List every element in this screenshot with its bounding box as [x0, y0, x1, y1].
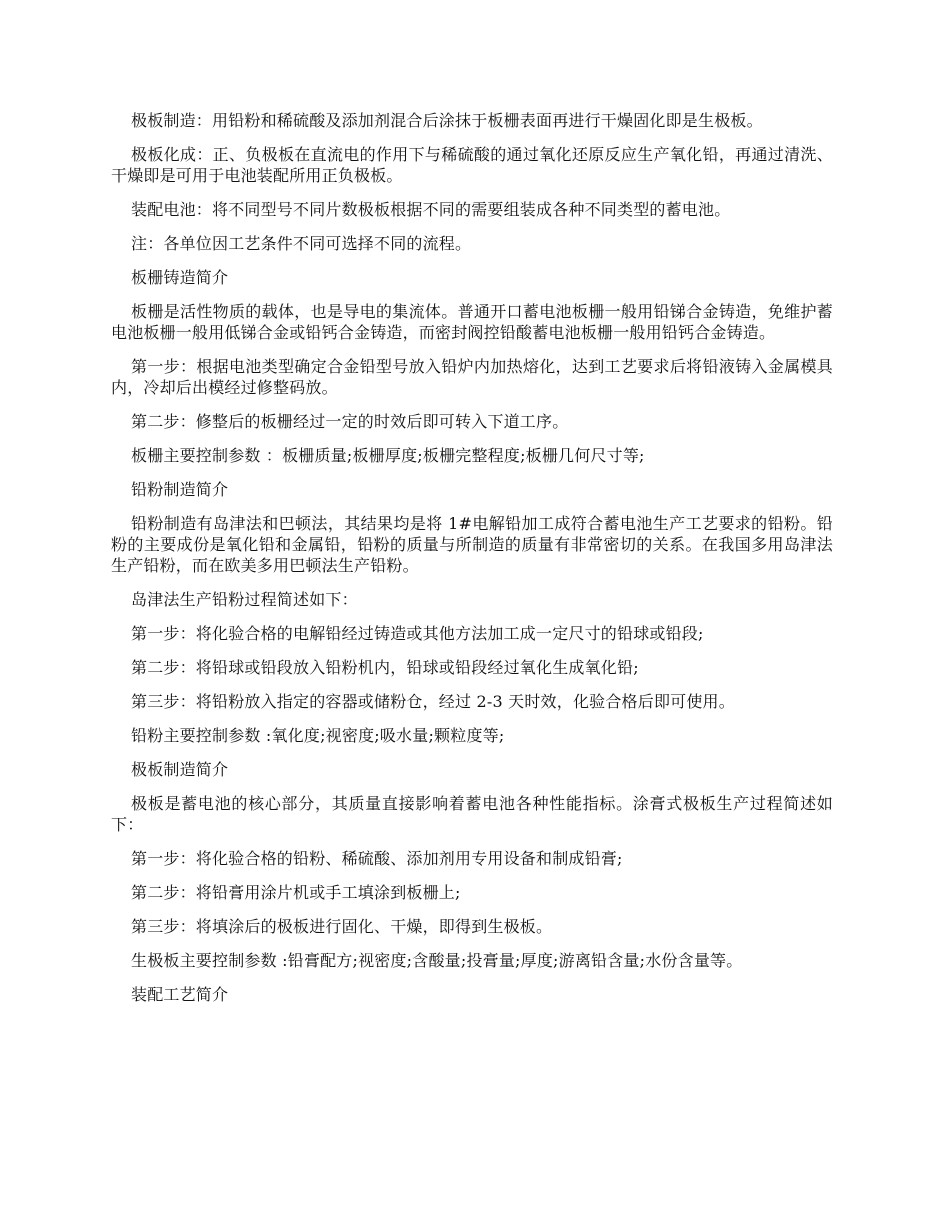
paragraph-grid-step-1: 第一步：根据电池类型确定合金铅型号放入铅炉内加热熔化，达到工艺要求后将铅液铸入金属模具内，冷却后出模经过修整码放。 — [111, 357, 833, 397]
paragraph-shimadzu-process: 岛津法生产铅粉过程简述如下： — [131, 590, 358, 609]
paragraph-grid-step-2: 第二步：修整后的板栅经过一定的时效后即可转入下道工序。 — [131, 412, 569, 431]
paragraph-plate-manufacturing: 极板制造：用铅粉和稀硫酸及添加剂混合后涂抹于板栅表面再进行干燥固化即是生极板。 — [131, 111, 763, 130]
paragraph-battery-assembly: 装配电池：将不同型号不同片数极板根据不同的需要组装成各种不同类型的蓄电池。 — [131, 200, 731, 219]
section-heading-assembly: 装配工艺简介 — [131, 985, 229, 1004]
paragraph-powder-step-3: 第三步：将铅粉放入指定的容器或储粉仓，经过 2-3 天时效，化验合格后即可使用。 — [131, 692, 735, 711]
paragraph-plate-step-3: 第三步：将填涂后的极板进行固化、干燥，即得到生极板。 — [131, 917, 553, 936]
paragraph-plate-intro: 极板是蓄电池的核心部分，其质量直接影响着蓄电池各种性能指标。涂膏式极板生产过程简述如下： — [111, 794, 833, 834]
paragraph-plate-formation: 极板化成：正、负极板在直流电的作用下与稀硫酸的通过氧化还原反应生产氧化铅，再通过清洗、干燥即是可用于电池装配所用正负极板。 — [111, 145, 833, 185]
paragraph-lead-powder-intro: 铅粉制造有岛津法和巴顿法，其结果均是将 1#电解铅加工成符合蓄电池生产工艺要求的铅粉。铅粉的主要成份是氧化铅和金属铅，铅粉的质量与所制造的质量有非常密切的关系。在我国多用岛津法生产铅粉，而在欧美多用巴顿法生产铅粉。 — [111, 514, 833, 575]
paragraph-powder-parameters: 铅粉主要控制参数 :氧化度;视密度;吸水量;颗粒度等; — [131, 726, 505, 745]
section-heading-plate-manufacturing: 极板制造简介 — [131, 760, 229, 779]
paragraph-plate-parameters: 生极板主要控制参数 :铅膏配方;视密度;含酸量;投膏量;厚度;游离铅含量;水份含量等。 — [131, 951, 743, 970]
paragraph-plate-step-2: 第二步：将铅膏用涂片机或手工填涂到板栅上; — [131, 883, 461, 902]
section-heading-lead-powder: 铅粉制造简介 — [131, 480, 229, 499]
paragraph-grid-intro: 板栅是活性物质的载体，也是导电的集流体。普通开口蓄电池板栅一般用铅锑合金铸造，免维护蓄电池板栅一般用低锑合金或铅钙合金铸造，而密封阀控铅酸蓄电池板栅一般用铅钙合金铸造。 — [111, 302, 833, 342]
paragraph-powder-step-2: 第二步：将铅球或铅段放入铅粉机内，铅球或铅段经过氧化生成氧化铅; — [131, 658, 639, 677]
paragraph-grid-parameters: 板栅主要控制参数 ：板栅质量;板栅厚度;板栅完整程度;板栅几何尺寸等; — [131, 446, 645, 465]
paragraph-note: 注：各单位因工艺条件不同可选择不同的流程。 — [131, 234, 472, 253]
paragraph-powder-step-1: 第一步：将化验合格的电解铅经过铸造或其他方法加工成一定尺寸的铅球或铅段; — [131, 624, 704, 643]
paragraph-plate-step-1: 第一步：将化验合格的铅粉、稀硫酸、添加剂用专用设备和制成铅膏; — [131, 849, 623, 868]
section-heading-grid-casting: 板栅铸造简介 — [131, 268, 229, 287]
document-body — [111, 110, 833, 1018]
